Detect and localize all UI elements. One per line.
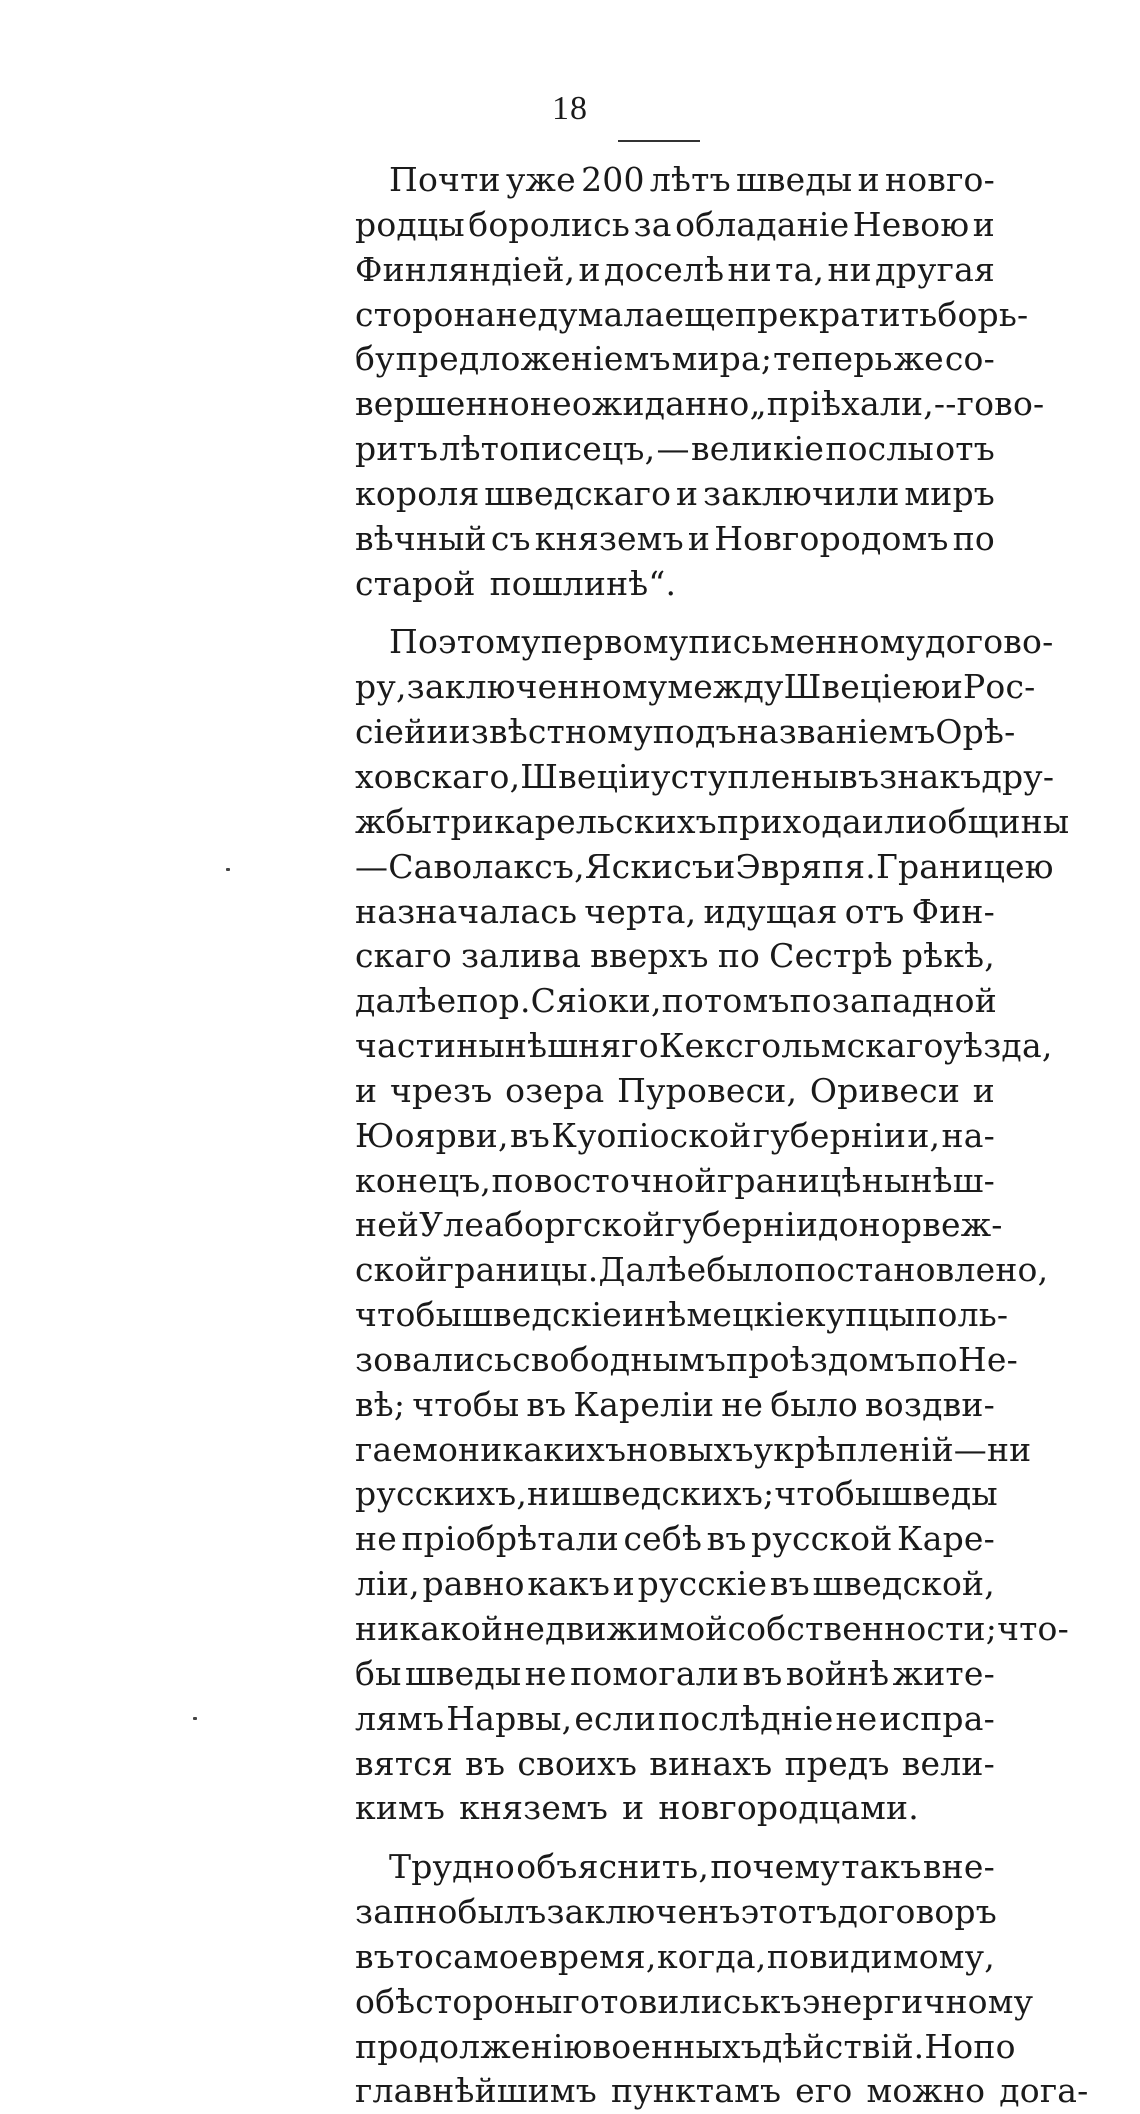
word: Оривеси xyxy=(809,1070,961,1110)
text-line xyxy=(355,1472,998,1517)
word: такъ xyxy=(841,1847,922,1887)
word: губерніи xyxy=(752,1115,907,1155)
word: заключили xyxy=(703,473,900,513)
word: шведы xyxy=(404,1653,522,1693)
text-line xyxy=(355,337,995,382)
text-line xyxy=(355,800,1070,845)
word: ской xyxy=(355,1250,437,1290)
word: жите- xyxy=(892,1653,995,1693)
print-speck xyxy=(226,868,230,871)
word: никакихъ xyxy=(458,1429,627,1469)
word: постановлено, xyxy=(794,1250,1049,1290)
word: на- xyxy=(941,1115,995,1155)
word: родцы xyxy=(355,204,465,244)
word: когда, xyxy=(656,1936,767,1976)
word: скаго xyxy=(355,936,452,976)
word: вверхъ xyxy=(590,936,709,976)
word: По xyxy=(389,622,439,662)
word: Не- xyxy=(957,1339,1018,1379)
word: русской xyxy=(751,1519,893,1559)
word: границѣ xyxy=(716,1160,862,1200)
word: не xyxy=(495,294,538,334)
word: свободнымъ xyxy=(512,1339,727,1379)
word: въ xyxy=(355,1936,395,1976)
word: по xyxy=(491,1160,534,1200)
text-line xyxy=(355,1697,995,1742)
text-line xyxy=(355,845,1054,890)
text-line xyxy=(355,1248,1049,1293)
word: и xyxy=(940,667,964,707)
word: вятся xyxy=(355,1743,453,1783)
text-line xyxy=(355,1652,995,1697)
word: теперь xyxy=(773,339,893,379)
text-line xyxy=(355,1293,1009,1338)
word: по xyxy=(789,981,832,1021)
word: винахъ xyxy=(649,1743,773,1783)
text-line xyxy=(355,755,1055,800)
word: озера xyxy=(505,1070,605,1110)
word: Каре- xyxy=(896,1519,995,1559)
word: шведы xyxy=(881,1474,998,1514)
text-line xyxy=(355,472,995,517)
word: въ xyxy=(742,1653,783,1693)
word: Фин- xyxy=(911,891,995,931)
word: ритъ xyxy=(355,429,439,469)
word: и xyxy=(713,846,736,886)
word: письменному xyxy=(688,622,926,662)
word: этотъ xyxy=(740,1892,838,1932)
word: Новгородомъ xyxy=(714,518,949,558)
text-line xyxy=(355,1069,995,1114)
word: дѣйствій. xyxy=(761,2026,925,2066)
text-line xyxy=(355,517,995,562)
word: Сяіоки, xyxy=(530,981,662,1021)
paragraph xyxy=(355,620,1070,1831)
word: или xyxy=(861,801,928,841)
word: отъ xyxy=(844,891,905,931)
word: русскіе xyxy=(637,1564,768,1604)
word: пунктамъ xyxy=(610,2071,782,2111)
word: Но xyxy=(924,2026,974,2066)
word: бу xyxy=(355,339,395,379)
word: р. xyxy=(498,981,531,1021)
word: и xyxy=(612,1564,635,1604)
word: идущая xyxy=(703,891,838,931)
word: догово- xyxy=(925,622,1054,662)
word: мира; xyxy=(671,339,773,379)
word: шведскихъ; xyxy=(571,1474,775,1514)
word: въ xyxy=(465,1743,506,1783)
word: и xyxy=(426,712,449,752)
word: то xyxy=(395,1936,434,1976)
word: купцы xyxy=(804,1295,916,1335)
word: Далѣе xyxy=(598,1250,707,1290)
word: по xyxy=(952,518,995,558)
word: и xyxy=(675,473,699,513)
word: предложеніемъ xyxy=(395,339,671,379)
text-line xyxy=(355,1383,995,1428)
word: ни xyxy=(527,1474,572,1514)
word: прекратить xyxy=(734,294,938,334)
word: Куопіоской xyxy=(551,1115,752,1155)
word: отъ xyxy=(935,429,995,469)
word: обладаніе xyxy=(675,204,850,244)
word: Невою xyxy=(852,204,970,244)
word: его xyxy=(795,2071,853,2111)
word: по xyxy=(717,936,761,976)
word: чтобы xyxy=(412,1384,520,1424)
word: подъ xyxy=(652,712,737,752)
text-line xyxy=(355,1517,995,1562)
text-line xyxy=(355,1159,995,1204)
word: по xyxy=(973,2026,1016,2066)
word: уступлены xyxy=(651,756,840,796)
text-line xyxy=(355,890,995,935)
word: проѣздомъ xyxy=(726,1339,916,1379)
text-line xyxy=(355,979,995,1024)
text-line xyxy=(355,620,1054,665)
text-line xyxy=(355,1980,1034,2025)
word: губерніи xyxy=(664,1205,819,1245)
word: Эвряпя. xyxy=(735,846,876,886)
word: съ xyxy=(490,518,531,558)
word: равно xyxy=(422,1564,525,1604)
word: было xyxy=(706,1250,795,1290)
word: шведской, xyxy=(812,1564,995,1604)
word: гово- xyxy=(956,384,1045,424)
text-line xyxy=(355,293,1029,338)
word: новыхъ xyxy=(626,1429,754,1469)
word: вѣ; xyxy=(355,1384,406,1424)
text-line xyxy=(355,158,995,203)
word: пошлинѣ“. xyxy=(489,563,677,603)
text-line xyxy=(355,1935,995,1980)
word: норвеж- xyxy=(858,1205,1003,1245)
text-line xyxy=(355,562,995,607)
word: дру- xyxy=(981,756,1055,796)
word: послы xyxy=(825,429,934,469)
text-line xyxy=(355,1203,1003,1248)
word: и, xyxy=(907,1115,941,1155)
word: и xyxy=(621,1295,645,1335)
text-line xyxy=(355,427,995,472)
word: шведы xyxy=(736,160,853,199)
word: и xyxy=(857,160,880,199)
word: военныхъ xyxy=(592,2026,762,2066)
word: Кареліи xyxy=(573,1384,715,1424)
word: великіе xyxy=(690,429,825,469)
word: время, xyxy=(539,1936,657,1976)
word: потомъ xyxy=(661,981,790,1021)
word: Пуровеси, xyxy=(617,1070,798,1110)
word: какъ xyxy=(527,1564,611,1604)
word: Нарвы, xyxy=(446,1698,573,1738)
word: и xyxy=(972,1070,995,1110)
word: Границею xyxy=(875,846,1054,886)
word: неожиданно xyxy=(529,384,750,424)
word: извѣстному xyxy=(448,712,653,752)
word: Швеціи xyxy=(520,756,652,796)
word: Рос- xyxy=(963,667,1036,707)
word: ховскаго, xyxy=(355,756,521,796)
word: воздви- xyxy=(865,1384,995,1424)
word: по xyxy=(456,981,499,1021)
word: къ xyxy=(759,1981,802,2021)
word: войнѣ xyxy=(785,1653,890,1693)
word: Кексгольмскаго xyxy=(658,1026,944,1066)
word: энергичному xyxy=(801,1981,1034,2021)
word: залива xyxy=(461,936,582,976)
text-line xyxy=(355,1845,995,1890)
word: границы. xyxy=(436,1250,599,1290)
word: и xyxy=(687,518,711,558)
word: кимъ xyxy=(355,1788,446,1828)
word: сторона xyxy=(355,294,496,334)
word: короля xyxy=(355,473,480,513)
word: Улеаборгской xyxy=(419,1205,665,1245)
paragraph xyxy=(355,1845,1089,2114)
word: вершенно xyxy=(355,384,530,424)
text-line xyxy=(355,1607,1069,1652)
word: своихъ xyxy=(517,1743,638,1783)
word: помогали xyxy=(570,1653,740,1693)
word: 200 xyxy=(581,160,645,199)
word: чтобы xyxy=(355,1295,463,1335)
page-number: 18 xyxy=(552,90,588,127)
word: Орѣ- xyxy=(935,712,1016,752)
word: бы xyxy=(355,1653,402,1693)
word: сіей xyxy=(355,712,427,752)
word: въ xyxy=(509,1115,550,1155)
text-line xyxy=(355,665,1036,710)
word: конецъ, xyxy=(355,1160,492,1200)
paragraph-gap xyxy=(355,1831,995,1845)
word: заключенъ xyxy=(546,1892,741,1932)
word: вели- xyxy=(901,1743,995,1783)
body-text xyxy=(355,158,1089,2114)
word: черта, xyxy=(584,891,697,931)
word: Трудно xyxy=(389,1847,515,1887)
text-line xyxy=(355,382,1045,427)
word: шведскіе xyxy=(462,1295,622,1335)
word: обѣ xyxy=(355,1981,416,2021)
word: запно xyxy=(355,1892,458,1932)
word: Почти xyxy=(389,160,501,199)
text-line xyxy=(355,1024,1053,1069)
word: заключенному xyxy=(406,667,668,707)
word: ни xyxy=(827,249,872,289)
word: договоръ xyxy=(837,1892,997,1932)
word: пріобрѣтали xyxy=(401,1519,619,1559)
word: новгородцами. xyxy=(658,1788,919,1828)
word: нынѣшняго xyxy=(456,1026,659,1066)
word: части xyxy=(355,1026,457,1066)
word: первому xyxy=(540,622,689,662)
word: въ xyxy=(526,1384,567,1424)
word: доселѣ xyxy=(603,249,725,289)
word: если xyxy=(574,1698,657,1738)
word: княземъ xyxy=(534,518,684,558)
word: ней xyxy=(355,1205,420,1245)
word: Яскисъ xyxy=(584,846,714,886)
word: ни xyxy=(727,249,772,289)
word: та, xyxy=(775,249,825,289)
word: русскихъ, xyxy=(355,1474,528,1514)
word: лѣтъ xyxy=(649,160,731,199)
word: три xyxy=(432,801,495,841)
word: самое xyxy=(434,1936,539,1976)
word: — xyxy=(656,429,690,469)
word: до xyxy=(818,1205,859,1245)
word: повидимому, xyxy=(766,1936,995,1976)
word: вѣчный xyxy=(355,518,487,558)
word: Юоярви, xyxy=(355,1115,509,1155)
word: названіемъ xyxy=(736,712,936,752)
word: восточной xyxy=(534,1160,717,1200)
word: себѣ xyxy=(623,1519,703,1559)
word: и xyxy=(972,204,995,244)
word: лѣтописецъ, xyxy=(439,429,656,469)
word: нѣмецкіе xyxy=(644,1295,805,1335)
word: стороны xyxy=(415,1981,563,2021)
word: шведскаго xyxy=(484,473,672,513)
paragraph-gap xyxy=(355,606,995,620)
text-line xyxy=(355,248,995,293)
text-line xyxy=(355,1562,995,1607)
word: не xyxy=(721,1384,764,1424)
text-line xyxy=(355,203,995,248)
word: главнѣйшимъ xyxy=(355,2071,597,2111)
word: и xyxy=(578,249,601,289)
word: дога- xyxy=(999,2071,1089,2111)
text-line xyxy=(355,1742,995,1787)
word: собственности; xyxy=(727,1609,998,1648)
word: можно xyxy=(866,2071,986,2111)
word: недвижимой xyxy=(503,1609,728,1648)
word: далѣе xyxy=(355,981,457,1021)
word: испра- xyxy=(879,1698,995,1738)
word: —Саволаксъ, xyxy=(355,846,585,886)
word: чтобы xyxy=(774,1474,882,1514)
word: почему xyxy=(710,1847,840,1887)
word: не xyxy=(355,1519,397,1559)
word: Сестрѣ xyxy=(769,936,893,976)
text-line xyxy=(355,1890,995,1935)
page-number-rule xyxy=(618,140,700,142)
word: чрезъ xyxy=(389,1070,493,1110)
word: продолженію xyxy=(355,2026,593,2066)
word: лямъ xyxy=(355,1698,445,1738)
word: по xyxy=(915,1339,958,1379)
text-line xyxy=(355,1114,995,1159)
word: старой xyxy=(355,563,476,603)
word: жбы xyxy=(355,801,433,841)
word: въ xyxy=(769,1564,810,1604)
word: между xyxy=(667,667,784,707)
word: было xyxy=(770,1384,858,1424)
word: Финляндіей, xyxy=(355,249,576,289)
word: былъ xyxy=(457,1892,547,1932)
word: не xyxy=(835,1698,878,1738)
word: борь- xyxy=(937,294,1029,334)
word: новго- xyxy=(885,160,995,199)
word: поль- xyxy=(915,1295,1009,1335)
word: въ xyxy=(706,1519,747,1559)
word: ру, xyxy=(355,667,407,707)
word: уѣзда, xyxy=(943,1026,1053,1066)
word: другая xyxy=(875,249,995,289)
word: что- xyxy=(997,1609,1069,1648)
word: рѣкѣ, xyxy=(901,936,995,976)
word: миръ xyxy=(904,473,995,513)
word: объяснить, xyxy=(516,1847,710,1887)
text-line xyxy=(355,1338,1018,1383)
print-speck xyxy=(193,1717,197,1720)
word: послѣдніе xyxy=(658,1698,834,1738)
word: гаемо xyxy=(355,1429,459,1469)
word: ліи, xyxy=(355,1564,420,1604)
word: предъ xyxy=(784,1743,890,1783)
paragraph xyxy=(355,158,1045,606)
word: знакъ xyxy=(879,756,982,796)
word: никакой xyxy=(355,1609,504,1648)
word: за xyxy=(633,204,672,244)
word: и xyxy=(622,1788,645,1828)
word: княземъ xyxy=(459,1788,609,1828)
word: назначалась xyxy=(355,891,578,931)
word: карельскихъ xyxy=(494,801,717,841)
word: боролись xyxy=(468,204,631,244)
word: нынѣш- xyxy=(861,1160,995,1200)
word: въ xyxy=(839,756,880,796)
text-line xyxy=(355,1786,995,1831)
word: укрѣпленій—ни xyxy=(753,1429,1032,1469)
word: этому xyxy=(438,622,541,662)
text-line xyxy=(355,2069,1089,2114)
word: и xyxy=(355,1070,378,1110)
text-line xyxy=(355,710,1016,755)
text-line xyxy=(355,934,995,979)
text-line xyxy=(355,1428,1032,1473)
word: прихода xyxy=(716,801,862,841)
word: не xyxy=(524,1653,567,1693)
word: готовились xyxy=(562,1981,760,2021)
word: Швеціею xyxy=(783,667,941,707)
word: западной xyxy=(831,981,997,1021)
word: зовались xyxy=(355,1339,513,1379)
word: еще xyxy=(664,294,735,334)
word: же xyxy=(893,339,944,379)
text-line xyxy=(355,2025,1016,2070)
word: уже xyxy=(505,160,576,199)
word: думала xyxy=(537,294,665,334)
word: общины xyxy=(927,801,1070,841)
word: „пріѣхали,-- xyxy=(749,384,957,424)
word: со- xyxy=(944,339,995,379)
word: вне- xyxy=(922,1847,995,1887)
